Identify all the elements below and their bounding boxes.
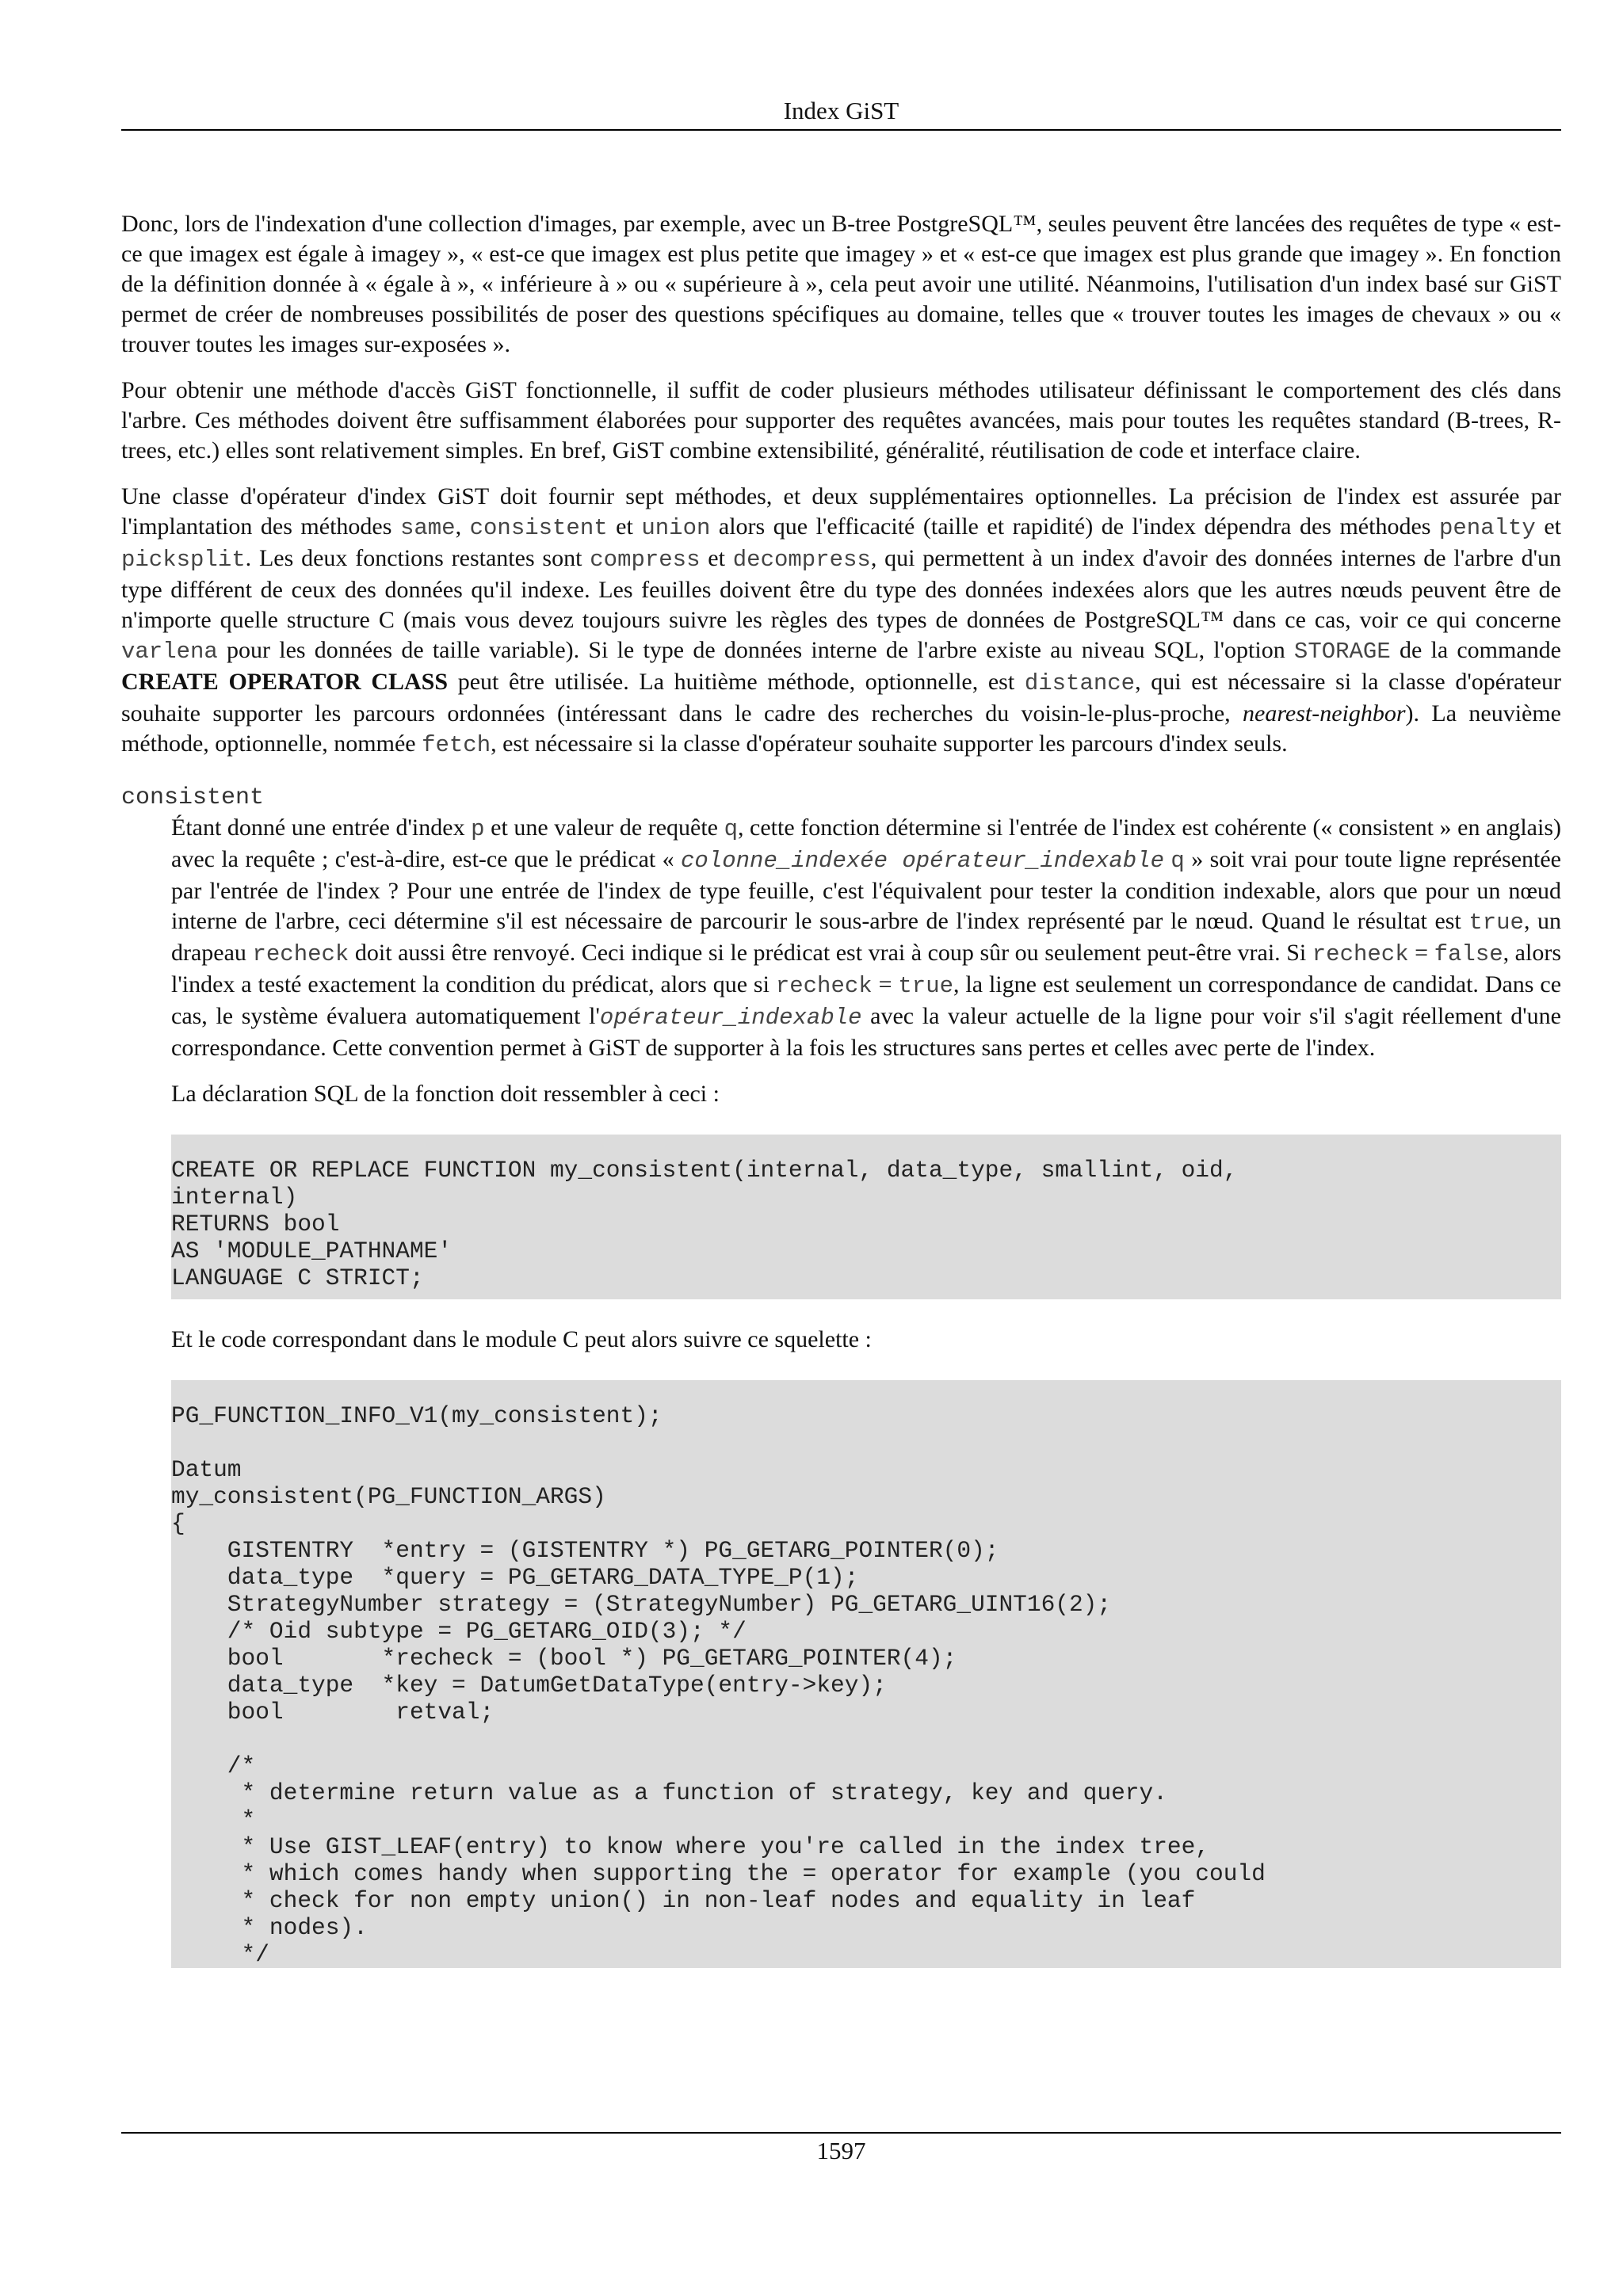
method-name-distance: distance — [1024, 670, 1136, 696]
code-line: * nodes). — [171, 1914, 368, 1941]
method-name-fetch: fetch — [422, 732, 491, 758]
flag-recheck: recheck — [1312, 941, 1409, 967]
consistent-paragraph-2: La déclaration SQL de la fonction doit ressembler à ceci : — [171, 1081, 720, 1107]
c-code-block — [171, 1380, 1561, 1968]
text-run: et — [700, 545, 733, 571]
text-run: » soit vrai pour toute ligne représentée par l'entrée de l'index ? Pour une entrée de l'index de type feuille, c'est l'équivalent pour tester la condition indexable, alors que pour un nœud interne de l'arbre, ceci détermine s'il est nécessaire de parcourir le sous-arbre de l'index représenté par le nœud. Quand le résultat est — [171, 846, 1561, 934]
consistent-paragraph-1 — [171, 813, 1561, 1063]
code-line: Datum — [171, 1456, 242, 1483]
code-line: data_type *key = DatumGetDataType(entry->key); — [171, 1672, 887, 1699]
code-line: /* Oid subtype = PG_GETARG_OID(3); */ — [171, 1618, 747, 1645]
text-run: , — [455, 513, 470, 540]
consistent-paragraph-3: Et le code correspondant dans le module C peut alors suivre ce squelette : — [171, 1326, 872, 1352]
method-name-compress: compress — [590, 547, 701, 573]
code-line — [171, 1429, 1561, 1456]
method-name-penalty: penalty — [1438, 515, 1536, 541]
code-line: StrategyNumber strategy = (StrategyNumber) PG_GETARG_UINT16(2); — [171, 1591, 1112, 1618]
value-true: true — [1468, 910, 1524, 936]
code-line: internal) — [171, 1184, 298, 1211]
code-line: bool *recheck = (bool *) PG_GETARG_POINTER(4); — [171, 1645, 957, 1672]
type-name-varlena: varlena — [121, 639, 218, 665]
text-run: alors que l'efficacité (taille et rapidité) de l'index dépendra des méthodes — [710, 513, 1439, 540]
code-line — [171, 1726, 1561, 1753]
term-nearest-neighbor: nearest-neighbor — [1243, 700, 1406, 727]
code-line: * which comes handy when supporting the = operator for example (you could — [171, 1860, 1266, 1887]
code-line: AS 'MODULE_PATHNAME' — [171, 1238, 453, 1264]
method-name-union: union — [641, 515, 711, 541]
page-header: Index GiST — [783, 97, 899, 124]
code-line: my_consistent(PG_FUNCTION_ARGS) — [171, 1483, 606, 1510]
text-run: et une valeur de requête — [484, 814, 724, 841]
page-content — [121, 209, 1561, 1968]
text-run: , qui est nécessaire si la classe d'opérateur souhaite supporter les parcours ordonnées (intéressant dans le cadre des recherches du voisin-le-plus-proche, — [121, 669, 1561, 727]
code-line: * determine return value as a function of strategy, key and query. — [171, 1779, 1167, 1806]
code-line: * Use GIST_LEAF(entry) to know where you're called in the index tree, — [171, 1833, 1210, 1860]
predicate-expression: colonne_indexée opérateur_indexable — [681, 848, 1165, 874]
text-run: , un drapeau — [171, 908, 1562, 966]
sql-code-block — [171, 1135, 1561, 1299]
flag-recheck: recheck — [775, 973, 873, 999]
text-run: , alors l'index a testé exactement la condition du prédicat, alors que si — [171, 940, 1561, 997]
operator-indexable: opérateur_indexable — [599, 1005, 862, 1031]
text-run: Étant donné une entrée d'index — [171, 814, 472, 841]
var-q: q — [1170, 848, 1185, 874]
text-run: , qui permettent à un index d'avoir des données internes de l'arbre d'un type différent de ceux des données qu'il indexe. Les feuilles doivent être du type des données indexées alors que les autres nœuds peuvent être de n'importe quelle structure C (mais vous devez toujours suivre les règles des types de données de PostgreSQL™ dans ce cas, voir ce qui concerne — [121, 545, 1562, 633]
text-run: pour les données de taille variable). Si le type de données interne de l'arbre existe au niveau SQL, l'option — [217, 637, 1294, 663]
definition-body-consistent — [171, 813, 1561, 1968]
text-run: , cette fonction détermine si l'entrée de l'index est cohérente (« consistent » en anglais) avec la requête ; c'est-à-dire, est-ce que le prédicat « — [171, 814, 1561, 872]
intro-paragraph-2: Pour obtenir une méthode d'accès GiST fonctionnelle, il suffit de coder plusieurs méthodes utilisateur définissant le comportement des clés dans l'arbre. Ces méthodes doivent être suffisamment élaborées pour supporter des requêtes avancées, mais pour toutes les requêtes standard (B-trees, R-trees, etc.) elles sont relativement simples. En bref, GiST combine extensibilité, généralité, réutilisation de code et interface claire. — [121, 377, 1561, 463]
var-p: p — [471, 816, 485, 842]
code-line: CREATE OR REPLACE FUNCTION my_consistent(internal, data_type, smallint, oid, — [171, 1157, 1238, 1184]
code-line: * — [171, 1806, 256, 1833]
text-run: , la ligne est seulement un correspondance de candidat. Dans ce cas, le système évaluera automatiquement l' — [171, 971, 1562, 1029]
text-run: ). La neuvième méthode, optionnelle, nommée — [121, 700, 1561, 757]
code-line: data_type *query = PG_GETARG_DATA_TYPE_P(1); — [171, 1564, 859, 1591]
text-run: = — [1408, 940, 1434, 966]
var-q: q — [724, 816, 738, 842]
intro-paragraph-1: Donc, lors de l'indexation d'une collection d'images, par exemple, avec un B-tree PostgreSQL™, seules peuvent être lancées des requêtes de type « est-ce que imagex est égale à imagey », « est-ce que imagex est plus petite que imagey » et « est-ce que imagex est plus grande que imagey ». En fonction de la définition donnée à « égale à », « inférieure à » ou « supérieure à », cela peut avoir une utilité. Néanmoins, l'utilisation d'un index basé sur GiST permet de créer de nombreuses possibilités de poser des questions spécifiques au domaine, telles que « trouver toutes les images de chevaux » ou « trouver toutes les images sur-exposées ». — [121, 211, 1561, 357]
page-number: 1597 — [816, 2137, 866, 2164]
text-run: avec la valeur actuelle de la ligne pour voir s'il s'agit réellement d'une correspondance. Cette convention permet à GiST de supporter à la fois les structures sans pertes et celles avec perte de l'index. — [171, 1003, 1561, 1061]
method-name-picksplit: picksplit — [121, 547, 246, 573]
footer-divider — [121, 2132, 1561, 2134]
code-line: PG_FUNCTION_INFO_V1(my_consistent); — [171, 1402, 663, 1429]
text-run: Une classe d'opérateur d'index GiST doit fournir sept méthodes, et deux supplémentaires optionnelles. La précision de l'index est assurée par l'implantation des méthodes — [121, 483, 1561, 540]
code-line: */ — [171, 1941, 269, 1968]
text-run: , est nécessaire si la classe d'opérateur souhaite supporter les parcours d'index seuls. — [491, 730, 1288, 757]
code-line: * check for non empty union() in non-leaf nodes and equality in leaf — [171, 1887, 1196, 1914]
code-line: { — [171, 1510, 185, 1537]
definition-term-consistent: consistent — [121, 784, 265, 811]
command-create-operator-class: CREATE OPERATOR CLASS — [121, 669, 449, 695]
code-line: bool retval; — [171, 1699, 495, 1726]
option-storage: STORAGE — [1293, 639, 1391, 665]
value-true: true — [898, 973, 954, 999]
code-line: LANGUAGE C STRICT; — [171, 1264, 424, 1291]
text-run: et — [607, 513, 642, 540]
code-line: RETURNS bool — [171, 1211, 340, 1238]
text-run: et — [1535, 513, 1561, 540]
method-name-same: same — [399, 515, 456, 541]
text-run: doit aussi être renvoyé. Ceci indique si le prédicat est vrai à coup sûr ou seulement peut-être vrai. Si — [349, 940, 1312, 966]
value-false: false — [1434, 941, 1503, 967]
text-run: . Les deux fonctions restantes sont — [245, 545, 590, 571]
text-run: de la commande — [1390, 637, 1561, 663]
text-run: peut être utilisée. La huitième méthode, optionnelle, est — [448, 669, 1025, 695]
method-name-consistent: consistent — [469, 515, 608, 541]
method-name-decompress: decompress — [732, 547, 871, 573]
flag-recheck: recheck — [252, 941, 349, 967]
code-line: /* — [171, 1753, 256, 1779]
code-line: GISTENTRY *entry = (GISTENTRY *) PG_GETARG_POINTER(0); — [171, 1537, 999, 1564]
intro-paragraph-3 — [121, 482, 1561, 761]
header-divider — [121, 129, 1561, 131]
text-run: = — [872, 971, 899, 997]
